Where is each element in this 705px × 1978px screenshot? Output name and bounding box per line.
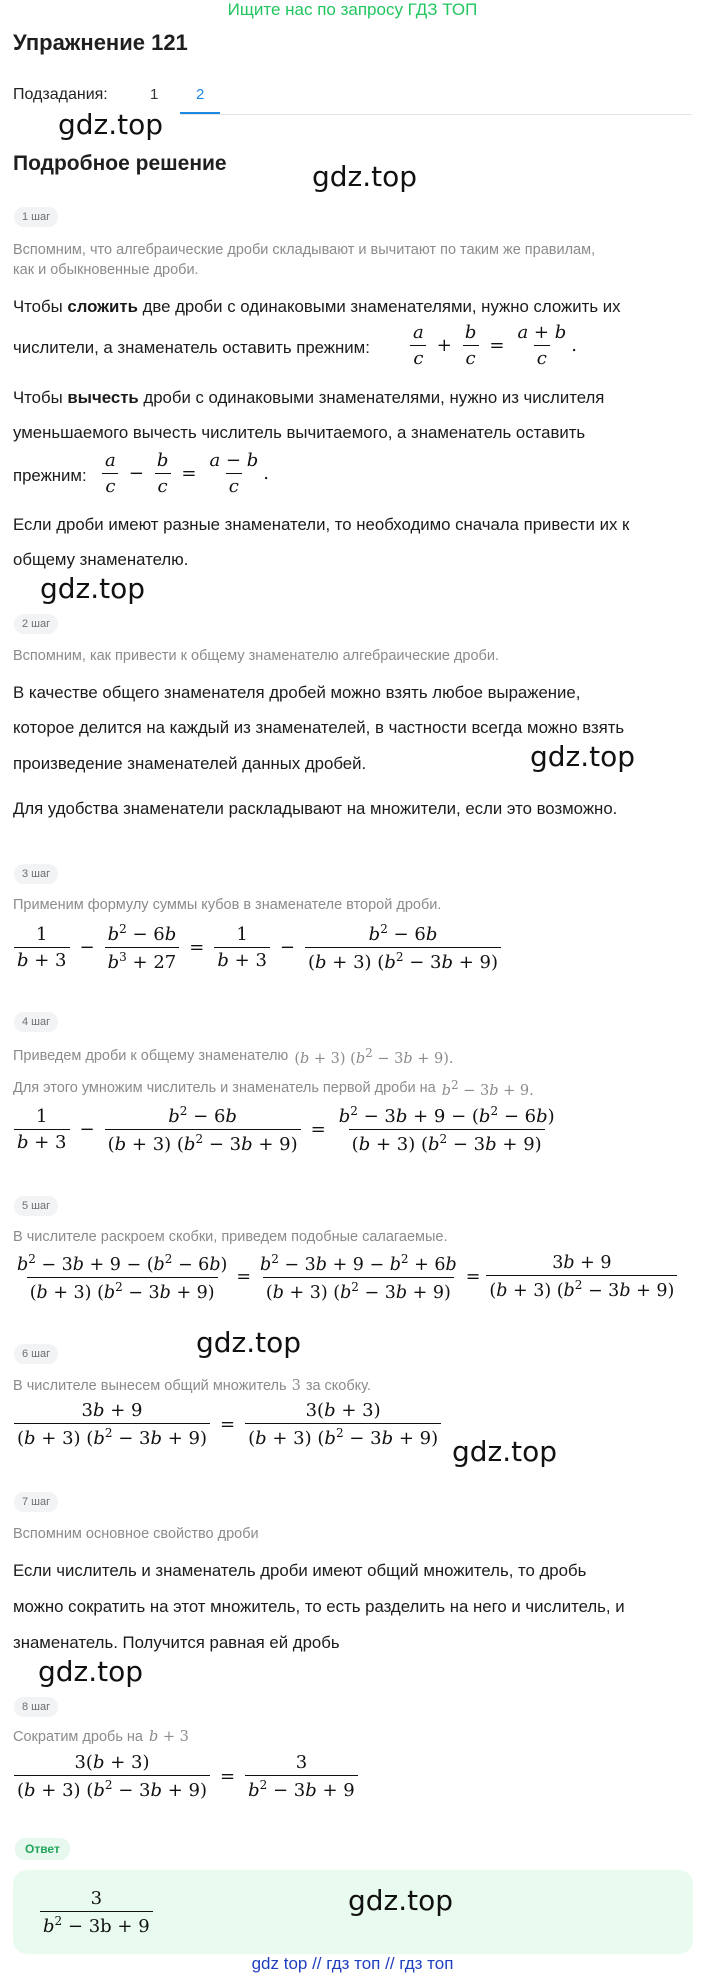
step-hint: Приведем дроби к общему знаменателю (b + 3) $(b^2 - 3b + 9)$. [13, 1046, 454, 1067]
step-badge: 3 шаг [14, 864, 58, 884]
subtasks-label: Подзадания: [13, 86, 108, 103]
step-text: можно сократить на этот множитель, то есть разделить на него и числитель, и [13, 1597, 625, 1616]
page-title: Упражнение 121 [13, 30, 188, 55]
section-title: Подробное решение [13, 152, 227, 175]
step-hint: Сократим дробь на b + 3 [13, 1729, 189, 1745]
step-hint: Вспомним основное свойство дроби [13, 1526, 259, 1542]
footer-links[interactable]: gdz top // гдз топ // гдз топ [251, 1954, 454, 1973]
formula-subtraction: $\frac{a}{c}$ − $\frac{b}{c}$ = $\frac{a - b}{c}$ . [100, 450, 269, 497]
step-text: числители, а знаменатель оставить прежним: [13, 338, 370, 357]
step-badge: 5 шаг [14, 1196, 58, 1216]
formula-step-8: $\frac{3(b + 3)}{(b + 3) (b^2 - 3b + 9)}$ = $\frac{3}{b^2 - 3b + 9}$ [12, 1752, 360, 1801]
answer-badge: Ответ [15, 1838, 70, 1860]
top-banner: Ищите нас по запросу ГДЗ ТОП [227, 0, 478, 19]
step-badge: 8 шаг [14, 1697, 58, 1717]
watermark: gdz.top [40, 572, 146, 605]
step-text: Если числитель и знаменатель дроби имеют общий множитель, то дробь [13, 1561, 587, 1580]
watermark: gdz.top [312, 160, 418, 193]
step-hint: В числителе раскроем скобки, приведем подобные салагаемые. [13, 1229, 448, 1245]
step-text: Чтобы вычесть дроби с одинаковыми знаменателями, нужно из числителя [13, 388, 605, 407]
step-badge: 6 шаг [14, 1344, 58, 1364]
step-text: произведение знаменателей данных дробей. [13, 754, 367, 773]
step-hint: как и обыкновенные дроби. [13, 262, 199, 278]
tabs-divider [180, 114, 692, 115]
subtask-tab-1[interactable]: 1 [150, 86, 159, 103]
step-badge: 1 шаг [14, 207, 58, 227]
active-tab-indicator [180, 112, 220, 114]
step-text: Для удобства знаменатели раскладывают на множители, если это возможно. [13, 799, 618, 818]
step-badge: 4 шаг [14, 1012, 58, 1032]
step-text: общему знаменателю. [13, 550, 189, 569]
step-text: Чтобы сложить две дроби с одинаковыми знаменателями, нужно сложить их [13, 297, 621, 316]
step-text: Если дроби имеют разные знаменатели, то необходимо сначала привести их к [13, 515, 630, 534]
formula-step-3: $\frac{1}{b + 3}$ − $\frac{b^2 - 6b}{b^3 + 27}$ = $\frac{1}{b + 3}$ − $\frac{b^2 - 6b}{(b + 3) (b^2 - 3b + 9)}$ [12, 922, 503, 973]
watermark: gdz.top [348, 1884, 454, 1917]
watermark: gdz.top [38, 1655, 144, 1688]
step-text: прежним: [13, 466, 87, 485]
step-text: уменьшаемого вычесть числитель вычитаемого, а знаменатель оставить [13, 423, 586, 442]
step-text: которое делится на каждый из знаменателей, в частности всегда можно взять [13, 718, 625, 737]
step-text: В качестве общего знаменателя дробей можно взять любое выражение, [13, 683, 581, 702]
step-hint: В числителе вынесем общий множитель 3 за скобку. [13, 1378, 372, 1394]
answer-formula: $\frac{3}{b^2 - 3b + 9}$ [38, 1888, 155, 1937]
formula-step-4: $\frac{1}{b + 3}$ − $\frac{b^2 - 6b}{(b + 3) (b^2 - 3b + 9)}$ = $\frac{b^2 - 3b + 9 - (b^2 - 6b)}{(b + 3) (b^2 - 3b + 9)}$ [12, 1104, 560, 1155]
formula-step-6: $\frac{3b + 9}{(b + 3) (b^2 - 3b + 9)}$ = $\frac{3(b + 3)}{(b + 3) (b^2 - 3b + 9)}$ [12, 1400, 443, 1449]
formula-step-5: $\frac{b^2 - 3b + 9 - (b^2 - 6b)}{(b + 3) (b^2 - 3b + 9)}$ = $\frac{b^2 - 3b + 9 - b^2 + 6b}{(b + 3) (b^2 - 3b + 9)}$ = $\frac{3b + 9}{(b + 3) (b^2 - 3b + 9)}$ [12, 1252, 679, 1303]
step-badge: 2 шаг [14, 614, 58, 634]
formula-addition: $\frac{a}{c}$ + $\frac{b}{c}$ = $\frac{a + b}{c}$ . [408, 322, 577, 369]
watermark: gdz.top [530, 740, 636, 773]
watermark: gdz.top [196, 1326, 302, 1359]
watermark: gdz.top [58, 108, 164, 141]
step-hint: Вспомним, что алгебраические дроби складывают и вычитают по таким же правилам, [13, 242, 596, 258]
step-hint: Применим формулу суммы кубов в знаменателе второй дроби. [13, 897, 442, 913]
step-text: знаменатель. Получится равная ей дробь [13, 1633, 340, 1652]
step-badge: 7 шаг [14, 1492, 58, 1512]
subtask-tab-2[interactable]: 2 [196, 86, 205, 103]
step-hint: Для этого умножим числитель и знаменатель первой дроби на $b^2 - 3b + 9$. [13, 1078, 534, 1099]
watermark: gdz.top [452, 1435, 558, 1468]
step-hint: Вспомним, как привести к общему знаменателю алгебраические дроби. [13, 648, 499, 664]
